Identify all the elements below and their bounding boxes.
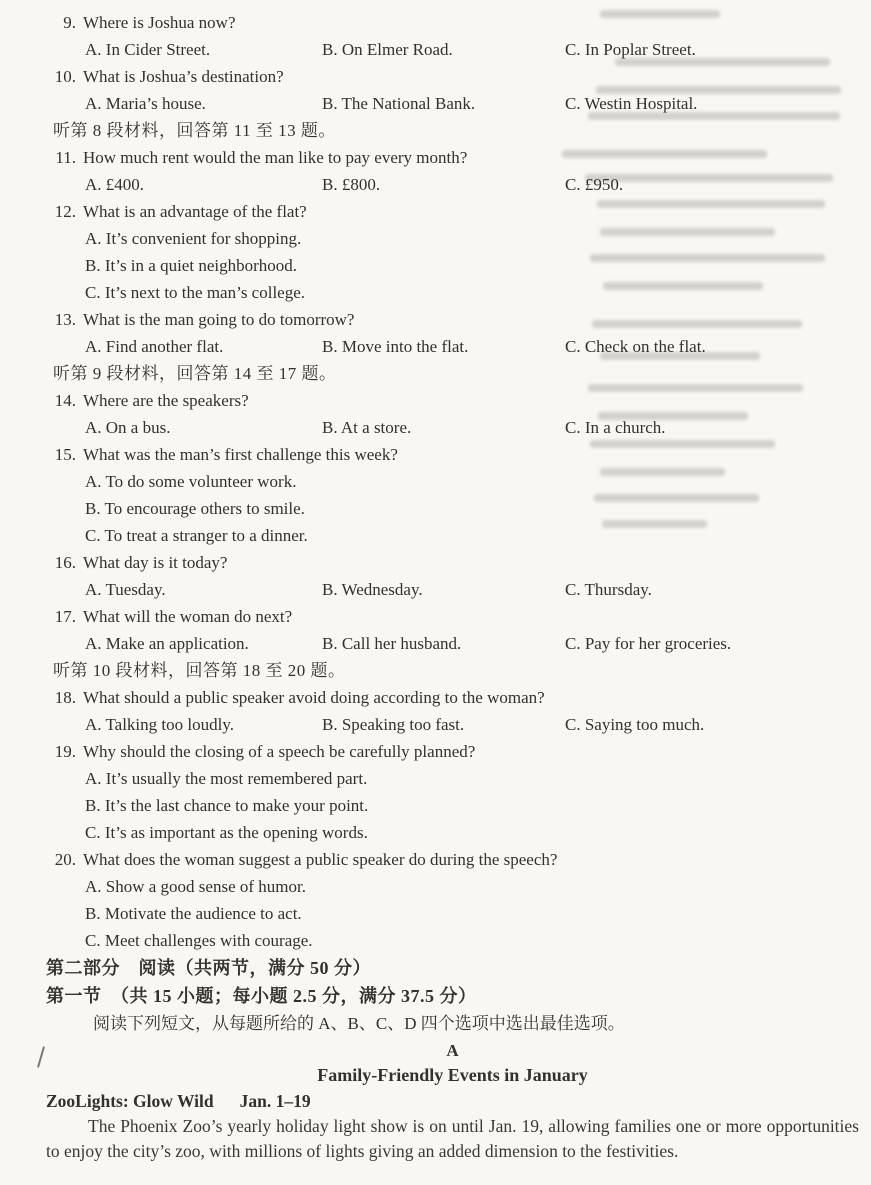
option-c: C. It’s as important as the opening words. — [85, 823, 368, 842]
question-text: What day is it today? — [83, 553, 228, 572]
question-14 — [46, 387, 859, 414]
question-text: Where are the speakers? — [83, 391, 249, 410]
option-b: B. Motivate the audience to act. — [85, 904, 302, 923]
option-c: C. It’s next to the man’s college. — [85, 283, 306, 302]
option-b: B. The National Bank. — [322, 94, 476, 113]
listening-section-header-9: 听第 9 段材料，回答第 14 至 17 题。 — [53, 364, 337, 383]
question-text: Where is Joshua now? — [83, 13, 236, 32]
option-c: C. Westin Hospital. — [565, 94, 698, 113]
option-a: A. On a bus. — [85, 418, 171, 437]
question-10-options — [46, 90, 859, 117]
question-text: What is an advantage of the flat? — [83, 202, 307, 221]
question-9-options — [46, 36, 859, 63]
option-c: C. £950. — [565, 175, 624, 194]
option-a: A. In Cider Street. — [85, 40, 211, 59]
option-b: B. At a store. — [322, 418, 412, 437]
question-20 — [46, 846, 859, 873]
question-14-options — [46, 414, 859, 441]
question-text: What is the man going to do tomorrow? — [83, 310, 355, 329]
question-11-options — [46, 171, 859, 198]
question-number: 19. — [54, 742, 76, 761]
option-c: C. Thursday. — [565, 580, 652, 599]
question-text: What is Joshua’s destination? — [83, 67, 284, 86]
event-name: ZooLights: Glow Wild — [46, 1091, 214, 1111]
option-a: A. To do some volunteer work. — [85, 472, 297, 491]
question-text: How much rent would the man like to pay every month? — [83, 148, 468, 167]
option-b: B. Wednesday. — [322, 580, 423, 599]
option-c: C. Meet challenges with courage. — [85, 931, 313, 950]
question-number: 9. — [63, 13, 76, 32]
question-text: What was the man’s first challenge this week? — [83, 445, 398, 464]
option-c: C. In Poplar Street. — [565, 40, 696, 59]
question-number: 18. — [54, 688, 76, 707]
option-a: A. Talking too loudly. — [85, 715, 234, 734]
option-b: B. It’s in a quiet neighborhood. — [85, 256, 298, 275]
question-19 — [46, 738, 859, 765]
question-16 — [46, 549, 859, 576]
option-a: A. Find another flat. — [85, 337, 224, 356]
option-b: B. £800. — [322, 175, 381, 194]
option-b: B. Speaking too fast. — [322, 715, 465, 734]
option-c: C. To treat a stranger to a dinner. — [85, 526, 308, 545]
option-b: B. Move into the flat. — [322, 337, 469, 356]
question-15 — [46, 441, 859, 468]
option-c: C. Pay for her groceries. — [565, 634, 732, 653]
question-13 — [46, 306, 859, 333]
option-a: A. It’s usually the most remembered part. — [85, 769, 368, 788]
option-a: A. Tuesday. — [85, 580, 166, 599]
question-12 — [46, 198, 859, 225]
option-a: A. It’s convenient for shopping. — [85, 229, 302, 248]
question-18 — [46, 684, 859, 711]
part2-heading: 第二部分 阅读（共两节，满分 50 分） — [46, 958, 371, 978]
question-text: What will the woman do next? — [83, 607, 293, 626]
passage-title: Family-Friendly Events in January — [317, 1065, 588, 1085]
question-text: Why should the closing of a speech be carefully planned? — [83, 742, 476, 761]
question-number: 17. — [54, 607, 76, 626]
option-b: B. Call her husband. — [322, 634, 462, 653]
option-b: B. It’s the last chance to make your point. — [85, 796, 369, 815]
question-13-options — [46, 333, 859, 360]
question-number: 15. — [54, 445, 76, 464]
question-17-options — [46, 630, 859, 657]
event-date: Jan. 1–19 — [239, 1091, 311, 1111]
question-text: What does the woman suggest a public speaker do during the speech? — [83, 850, 558, 869]
question-17 — [46, 603, 859, 630]
option-c: C. Saying too much. — [565, 715, 705, 734]
listening-section-header-8: 听第 8 段材料，回答第 11 至 13 题。 — [53, 121, 336, 140]
question-10 — [46, 63, 859, 90]
option-b: B. On Elmer Road. — [322, 40, 453, 59]
event-heading — [46, 1088, 859, 1114]
question-number: 10. — [54, 67, 76, 86]
part2-section1-heading: 第一节 （共 15 小题；每小题 2.5 分，满分 37.5 分） — [46, 986, 477, 1006]
part2-instructions: 阅读下列短文，从每题所给的 A、B、C、D 四个选项中选出最佳选项。 — [93, 1014, 625, 1033]
question-9 — [46, 9, 859, 36]
listening-section-header-10: 听第 10 段材料，回答第 18 至 20 题。 — [53, 661, 346, 680]
passage-body: The Phoenix Zoo’s yearly holiday light show is on until Jan. 19, allowing families one or more opportunities to enjoy the city’s zoo, with millions of lights giving an added dimension to the festivities. — [46, 1116, 859, 1161]
option-a: A. £400. — [85, 175, 145, 194]
option-a: A. Maria’s house. — [85, 94, 206, 113]
question-number: 16. — [54, 553, 76, 572]
question-number: 11. — [55, 148, 76, 167]
question-11 — [46, 144, 859, 171]
option-b: B. To encourage others to smile. — [85, 499, 305, 518]
passage-label: A — [446, 1041, 459, 1060]
question-18-options — [46, 711, 859, 738]
question-number: 20. — [54, 850, 76, 869]
question-text: What should a public speaker avoid doing according to the woman? — [83, 688, 545, 707]
question-number: 12. — [54, 202, 76, 221]
option-a: A. Show a good sense of humor. — [85, 877, 306, 896]
option-c: C. Check on the flat. — [565, 337, 706, 356]
question-16-options — [46, 576, 859, 603]
question-number: 13. — [54, 310, 76, 329]
question-number: 14. — [54, 391, 76, 410]
option-c: C. In a church. — [565, 418, 666, 437]
option-a: A. Make an application. — [85, 634, 249, 653]
